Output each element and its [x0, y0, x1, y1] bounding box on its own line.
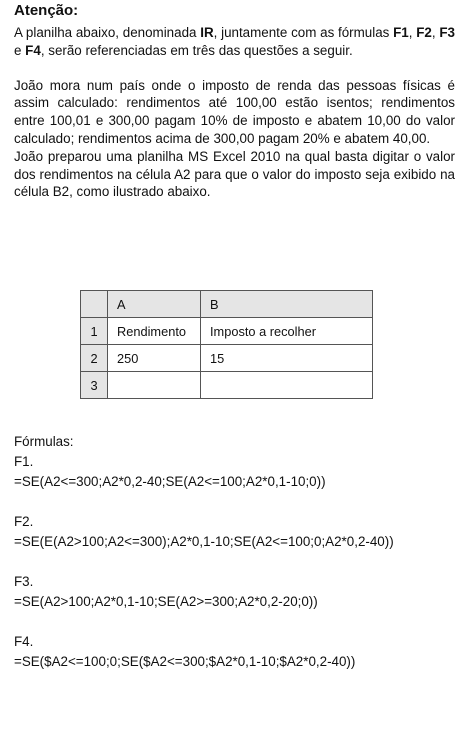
- spreadsheet-row-2: [81, 345, 373, 372]
- row-header-3: 3: [81, 372, 108, 399]
- formula-ref-f2: F2: [416, 25, 432, 40]
- formula-ref-f3: F3: [439, 25, 455, 40]
- cell-b1: Imposto a recolher: [201, 318, 373, 345]
- question-text: [14, 0, 455, 201]
- formulas-heading: Fórmulas:: [14, 434, 74, 449]
- cell-a3: [108, 372, 201, 399]
- spacer: [14, 552, 455, 572]
- formula-f2-expression: =SE(E(A2>100;A2<=300);A2*0,1-10;SE(A2<=100;0;A2*0,2-40)): [14, 534, 394, 549]
- spreadsheet-corner-cell: [81, 291, 108, 318]
- column-header-a: A: [108, 291, 201, 318]
- intro-and: e: [14, 42, 26, 58]
- formula-ref-f1: F1: [393, 25, 409, 40]
- row-header-1: 1: [81, 318, 108, 345]
- intro-comma-2: ,: [431, 25, 440, 40]
- spacer: [14, 612, 455, 632]
- cell-a2: 250: [108, 345, 201, 372]
- spreadsheet-row-1: [81, 318, 373, 345]
- formulas-section: [14, 432, 455, 672]
- spreadsheet-table: [80, 290, 373, 399]
- cell-a1: Rendimento: [108, 318, 201, 345]
- intro-text-1: A planilha abaixo, denominada: [14, 25, 201, 40]
- spreadsheet-row-3: [81, 372, 373, 399]
- formula-f3-label: F3.: [14, 574, 34, 589]
- cell-b3: [201, 372, 373, 399]
- intro-text-3: , serão referenciadas em três das questões a seguir.: [40, 42, 353, 58]
- intro-comma-1: ,: [408, 25, 417, 40]
- row-header-2: 2: [81, 345, 108, 372]
- formula-f4-label: F4.: [14, 634, 34, 649]
- spreadsheet-description-paragraph: João preparou uma planilha MS Excel 2010 na qual basta digitar o valor dos rendimentos na célula A2 para que o valor do imposto seja exibido na célula B2, como ilustrado abaixo.: [14, 148, 455, 200]
- spreadsheet-header-row: [81, 291, 373, 318]
- formula-f2-label: F2.: [14, 514, 34, 529]
- spacer: [14, 492, 455, 512]
- column-header-b: B: [201, 291, 373, 318]
- attention-heading: Atenção:: [14, 2, 79, 19]
- intro-paragraph: [14, 24, 455, 60]
- formula-f4-expression: =SE($A2<=100;0;SE($A2<=300;$A2*0,1-10;$A2*0,2-40)): [14, 654, 356, 669]
- tax-rules-paragraph: João mora num país onde o imposto de renda das pessoas físicas é assim calculado: rendimentos até 100,00 estão isentos; rendimentos entre 100,01 e 300,00 pagam 10% de imposto e abatem 10,00 do valor calculado; rendimentos acima de 300,00 pagam 20% e abatem 40,00.: [14, 77, 455, 146]
- formula-ref-f4: F4: [25, 42, 41, 58]
- formula-f3-expression: =SE(A2>100;A2*0,1-10;SE(A2>=300;A2*0,2-20;0)): [14, 594, 318, 609]
- formula-f1-expression: =SE(A2<=300;A2*0,2-40;SE(A2<=100;A2*0,1-10;0)): [14, 474, 326, 489]
- cell-b2: 15: [201, 345, 373, 372]
- spreadsheet-name-ir: IR: [200, 25, 214, 40]
- formula-f1-label: F1.: [14, 454, 34, 469]
- intro-text-2: , juntamente com as fórmulas: [213, 25, 394, 40]
